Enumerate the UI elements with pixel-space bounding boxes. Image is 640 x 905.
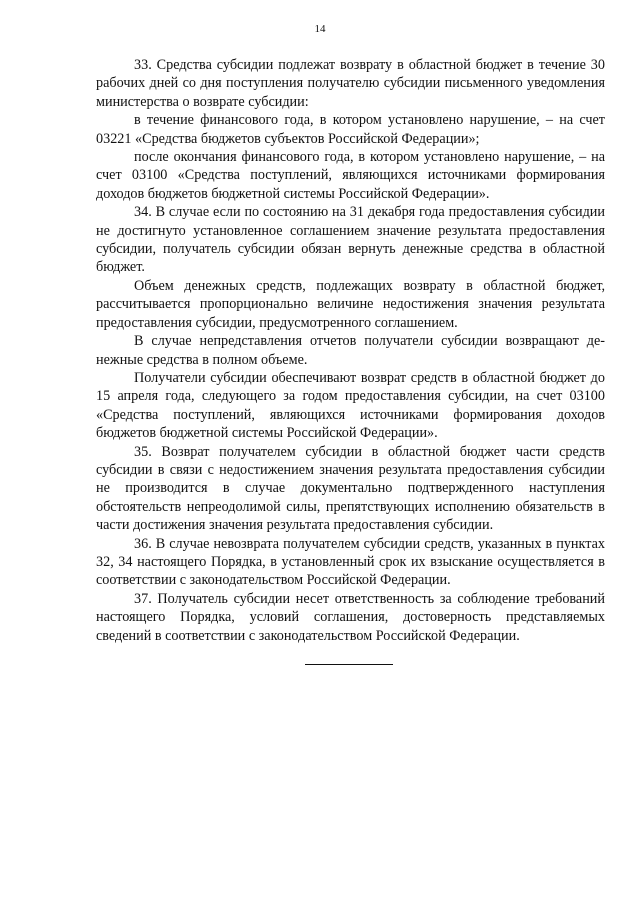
document-body [96, 56, 605, 645]
paragraph-36: 36. В случае невозврата получателем субсидии средств, указанных в пунктах 32, 34 настоящего Порядка, в установленный срок их взыскание осуществляется в соответствии с законодательством Российской Федерации. [96, 535, 605, 589]
page-number: 14 [314, 23, 326, 35]
paragraph-33-during-year: в течение финансового года, в котором установлено нарушение, – на счет 03221 «Средства бюджетов субъектов Российской Федерации»; [96, 112, 605, 147]
paragraph-34: 34. В случае если по состоянию на 31 декабря года предоставления субсидии не достигнуто установленное соглашением значение результата предоставления субсидии, получатель субсидии обязан вернуть денежные средства в областной бюджет. [96, 204, 605, 276]
paragraph-34-no-reports: В случае непредставления отчетов получатели субсидии возвращают денежные средства в полном объеме. [96, 333, 605, 368]
paragraph-37: 37. Получатель субсидии несет ответственность за соблюдение требований настоящего Порядка, условий соглашения, достоверность представляемых сведений в соответствии с законодательством Российской Федерации. [96, 590, 605, 644]
end-separator-line [305, 664, 393, 665]
paragraph-33-after-year: после окончания финансового года, в котором установлено нарушение, – на счет 03100 «Средства поступлений, являющихся источниками формирования доходов бюджетов бюджетной системы Российской Федерации». [96, 149, 605, 202]
paragraph-34-deadline: Получатели субсидии обеспечивают возврат средств в областной бюджет до 15 апреля года, следующего за годом предоставления субсидии, на счет 03100 «Средства поступлений, являющихся источниками формирования доходов бюджетов бюджетной системы Российской Федерации». [96, 369, 605, 442]
paragraph-33: 33. Средства субсидии подлежат возврату в областной бюджет в течение 30 рабочих дней со дня поступления получателю субсидии письменного уведомления министерства о возврате субсидии: [96, 57, 605, 110]
paragraph-34-amount: Объем денежных средств, подлежащих возврату в областной бюджет, рассчитывается пропорционально величине недостижения значения результата предоставления субсидии, предусмотренного соглашением. [96, 277, 605, 331]
paragraph-35: 35. Возврат получателем субсидии в областной бюджет части средств субсидии в связи с недостижением значения результата предоставления субсидии не производится в случае документально подтвержденного наступления обстоятельств непреодолимой силы, препятствующих исполнению обязательств в части достижения значения результата предоставления субсидии. [96, 443, 605, 534]
